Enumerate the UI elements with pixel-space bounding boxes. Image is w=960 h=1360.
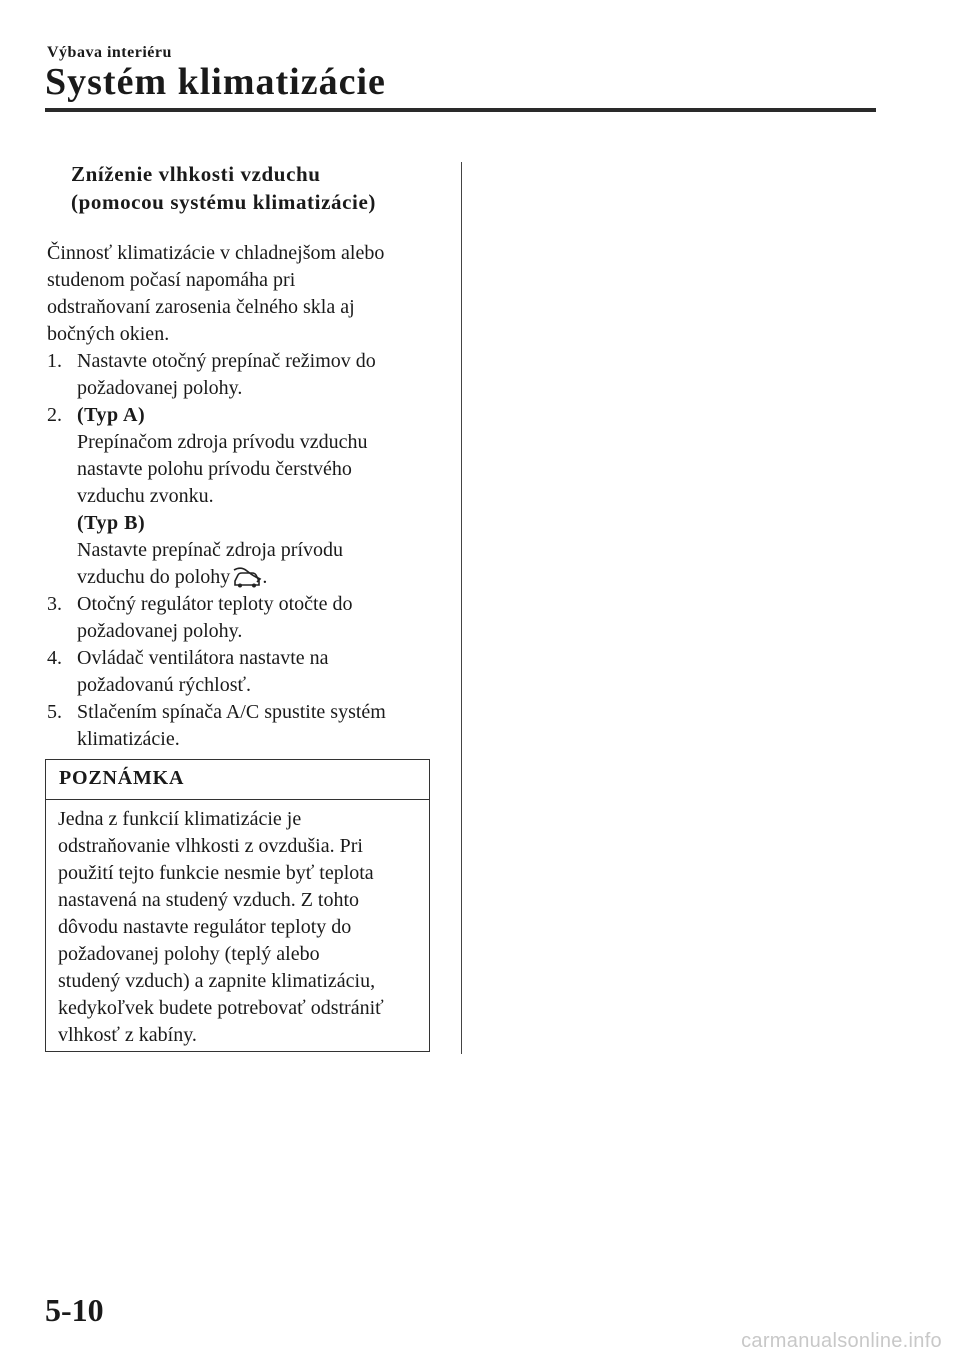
step-line: Ovládač ventilátora nastavte na xyxy=(77,647,329,669)
note-line: kedykoľvek budete potrebovať odstrániť xyxy=(58,997,384,1019)
note-line: odstraňovanie vlhkosti z ovzdušia. Pri xyxy=(58,835,363,857)
step-line: nastavte polohu prívodu čerstvého xyxy=(77,458,352,480)
step-item xyxy=(47,348,437,402)
outside-air-car-icon xyxy=(232,567,262,589)
note-line: vlhkosť z kabíny. xyxy=(58,1024,197,1046)
intro-line: Činnosť klimatizácie v chladnejšom alebo xyxy=(47,242,385,264)
step-line: Prepínačom zdroja prívodu vzduchu xyxy=(77,431,368,453)
note-line: požadovanej polohy (teplý alebo xyxy=(58,943,320,965)
note-line: použití tejto funkcie nesmie byť teplota xyxy=(58,862,374,884)
intro-paragraph xyxy=(47,240,437,348)
step-item xyxy=(47,699,437,753)
step-line: Nastavte otočný prepínač režimov do xyxy=(77,350,376,372)
steps-list xyxy=(47,348,437,753)
note-title: POZNÁMKA xyxy=(46,760,429,800)
subheading-line: Zníženie vlhkosti vzduchu xyxy=(71,162,321,186)
section-label: Výbava interiéru xyxy=(47,44,172,61)
column-divider xyxy=(461,162,462,1054)
step-number: 2. xyxy=(47,404,62,426)
intro-line: odstraňovaní zarosenia čelného skla aj xyxy=(47,296,355,318)
step-line: požadovanej polohy. xyxy=(77,377,243,399)
step-number: 3. xyxy=(47,593,62,615)
step-line: požadovanú rýchlosť. xyxy=(77,674,252,696)
watermark: carmanualsonline.info xyxy=(741,1330,942,1352)
step-line: Nastavte prepínač zdroja prívodu xyxy=(77,539,344,561)
step-item xyxy=(47,402,437,591)
page-number: 5-10 xyxy=(45,1292,104,1328)
step-line: klimatizácie. xyxy=(77,728,180,750)
note-line: Jedna z funkcií klimatizácie je xyxy=(58,808,302,830)
step-number: 1. xyxy=(47,350,62,372)
step-line: Otočný regulátor teploty otočte do xyxy=(77,593,353,615)
step-line-text: vzduchu do polohy xyxy=(77,566,231,588)
note-body xyxy=(46,800,429,1049)
note-line: dôvodu nastavte regulátor teploty do xyxy=(58,916,352,938)
step-line-end: . xyxy=(262,566,268,588)
note-line: studený vzduch) a zapnite klimatizáciu, xyxy=(58,970,376,992)
step-line: požadovanej polohy. xyxy=(77,620,243,642)
type-a-label: (Typ A) xyxy=(77,404,146,426)
title-rule xyxy=(45,108,876,112)
note-box xyxy=(45,759,430,1052)
step-number: 5. xyxy=(47,701,62,723)
subheading-line: (pomocou systému klimatizácie) xyxy=(71,190,376,214)
subheading xyxy=(71,160,437,216)
note-line: nastavená na studený vzduch. Z tohto xyxy=(58,889,360,911)
intro-line: bočných okien. xyxy=(47,323,170,345)
step-number: 4. xyxy=(47,647,62,669)
step-item xyxy=(47,591,437,645)
step-line-with-icon xyxy=(77,564,437,591)
left-column xyxy=(47,160,437,753)
type-b-label: (Typ B) xyxy=(77,512,146,534)
page-title: Systém klimatizácie xyxy=(45,61,386,103)
intro-line: studenom počasí napomáha pri xyxy=(47,269,296,291)
step-line: Stlačením spínača A/C spustite systém xyxy=(77,701,386,723)
step-item xyxy=(47,645,437,699)
step-line: vzduchu zvonku. xyxy=(77,485,214,507)
